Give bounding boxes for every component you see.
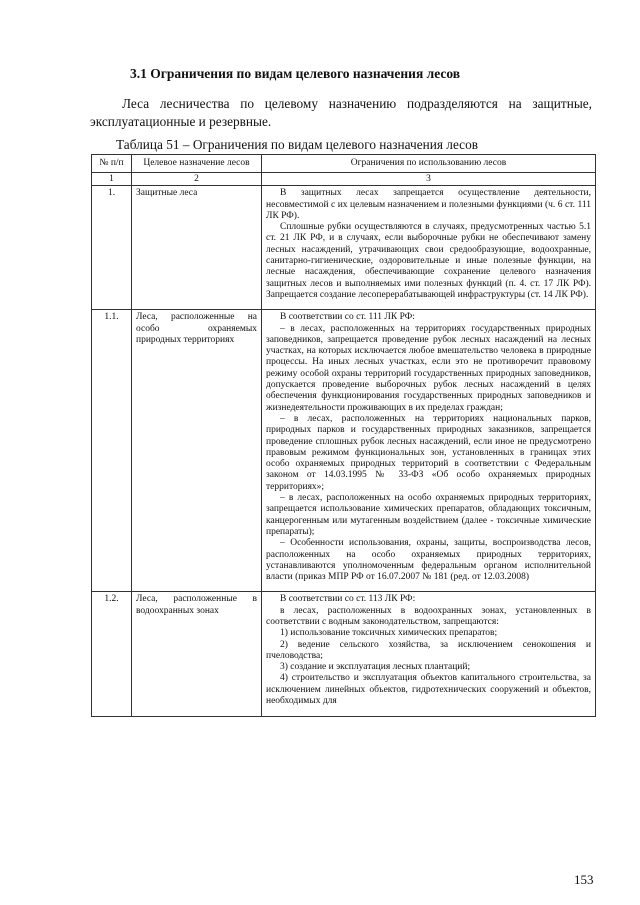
restrictions-table bbox=[91, 154, 596, 717]
restriction-paragraph: В соответствии со ст. 113 ЛК РФ: bbox=[280, 594, 416, 605]
restriction-paragraph: 1) использование токсичных химических препаратов; bbox=[280, 628, 498, 639]
section-heading: 3.1 Ограничения по видам целевого назначения лесов bbox=[130, 66, 461, 81]
restriction-paragraph: – Особенности использования, охраны, защиты, воспроизводства лесов, расположенных на особо охраняемых природных территориях, устанавливаются уполномоченным федеральным органом исполнительной власти (приказ МПР РФ от 16.07.2007 № 181 (ред. от 12.03.2008) bbox=[266, 538, 591, 583]
restriction-paragraph: 3) создание и эксплуатация лесных плантаций; bbox=[280, 662, 471, 673]
column-number: 3 bbox=[262, 173, 596, 186]
table-header-row bbox=[92, 155, 596, 173]
page-number: 153 bbox=[574, 872, 594, 887]
header-purpose: Целевое назначение лесов bbox=[132, 155, 262, 173]
restriction-paragraph: в лесах, расположенных в водоохранных зонах, установленных в соответствии с водным законодательством, запрещаются: bbox=[266, 605, 591, 627]
header-restrictions: Ограничения по использованию лесов bbox=[262, 155, 596, 173]
row-number: 1. bbox=[92, 186, 132, 310]
row-purpose: Леса, расположенные в водоохранных зонах bbox=[132, 592, 262, 717]
restriction-paragraph: 4) строительство и эксплуатация объектов капитального строительства, за исключением линейных объектов, гидротехнических сооружений и объектов, необходимых для bbox=[266, 673, 591, 707]
restriction-paragraph: В защитных лесах запрещается осуществление деятельности, несовместимой с их целевым назначением и полезными функциями (ч. 6 ст. 111 ЛК РФ). bbox=[266, 188, 591, 221]
restriction-paragraph: В соответствии со ст. 111 ЛК РФ: bbox=[280, 312, 415, 323]
column-number: 2 bbox=[132, 173, 262, 186]
row-restrictions bbox=[262, 592, 596, 717]
table-row bbox=[92, 310, 596, 592]
intro-paragraph: Леса лесничества по целевому назначению подразделяются на защитные, эксплуатационные и резервные. bbox=[90, 96, 592, 129]
row-number: 1.2. bbox=[92, 592, 132, 717]
column-number: 1 bbox=[92, 173, 132, 186]
row-number: 1.1. bbox=[92, 310, 132, 592]
restriction-paragraph: – в лесах, расположенных на территориях государственных природных заповедников, запрещается проведение рубок лесных насаждений на лесных участках, на которых исключается любое вмешательство человека в природные процессы. На иных лесных участках, если это не противоречит правовому режиму особой охраны территорий государственных природных заповедников, допускается проведение выборочных рубок лесных насаждений в целях обеспечения функционирования государственных природных заповедников и жизнедеятельности проживающих в их пределах граждан; bbox=[266, 323, 591, 413]
header-number: № п/п bbox=[92, 155, 132, 173]
restriction-paragraph: Сплошные рубки осуществляются в случаях, предусмотренных частью 5.1 ст. 21 ЛК РФ, и в случаях, если выборочные рубки не обеспечивают замену лесных насаждений, утрачивающих свои средообразующие, водоохранные, санитарно-гигиенические, оздоровительные и иные полезные функции, на лесные насаждения, обеспечивающие сохранение целевого назначения защитных лесов и выполняемых ими полезных функций (п. 4. ст. 17 ЛК РФ). Запрещается создание лесоперерабатывающей инфраструктуры (ст. 14 ЛК РФ). bbox=[266, 222, 591, 300]
table-caption: Таблица 51 – Ограничения по видам целевого назначения лесов bbox=[116, 137, 479, 152]
restriction-paragraph: – в лесах, расположенных на особо охраняемых природных территориях, запрещается использование химических препаратов, обладающих токсичным, канцерогенным или мутагенным воздействием (далее - токсичные химические препараты); bbox=[266, 493, 591, 537]
table-row bbox=[92, 186, 596, 310]
row-restrictions bbox=[262, 186, 596, 310]
row-purpose: Леса, расположенные на особо охраняемых природных территориях bbox=[132, 310, 262, 592]
row-purpose: Защитные леса bbox=[132, 186, 262, 310]
table-row bbox=[92, 592, 596, 717]
column-number-row bbox=[92, 173, 596, 186]
restriction-paragraph: 2) ведение сельского хозяйства, за исключением сенокошения и пчеловодства; bbox=[266, 639, 591, 661]
restriction-paragraph: – в лесах, расположенных на территориях национальных парков, природных парков и государственных природных заказников, запрещается проведение сплошных рубок лесных насаждений, если иное не предусмотрено правовым режимом функциональных зон, установленных в границах этих особо охраняемых природных территорий в соответствии с Федеральным законом от 14.03.1995 № 33-ФЗ «Об особо охраняемых природных территориях»; bbox=[266, 413, 591, 492]
row-restrictions bbox=[262, 310, 596, 592]
